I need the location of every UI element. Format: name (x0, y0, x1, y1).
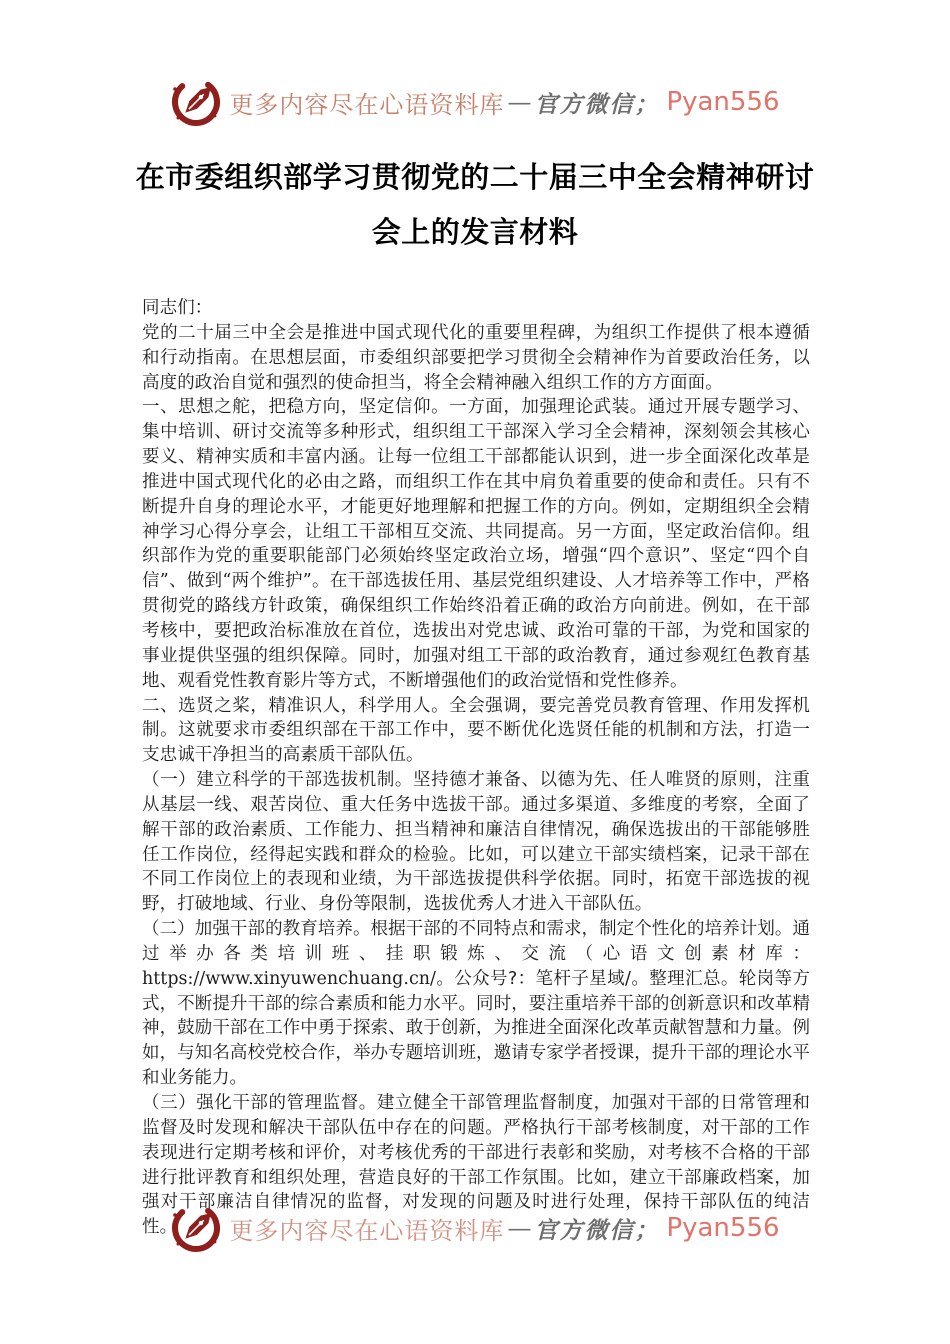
paragraph-section-2: 二、选贤之桨，精准识人，科学用人。全会强调，要完善党员教育管理、作用发挥机制。这就要求市委组织部在干部工作中，要不断优化选贤任能的机制和方法，打造一支忠诚干净担当的高素质干部队伍。 (142, 695, 810, 766)
paragraph-item-2 (142, 917, 810, 1091)
paragraph-intro: 党的二十届三中全会是推进中国式现代化的重要里程碑，为组织工作提供了根本遵循和行动指南。在思想层面，市委组织部要把学习贯彻全会精神作为首要政治任务，以高度的政治自觉和强烈的使命担当，将全会精神融入组织工作的方方面面。 (142, 322, 810, 393)
pen-nib-swirl-logo-icon (170, 76, 222, 128)
document-title (70, 150, 880, 260)
pen-nib-swirl-logo-icon (170, 1202, 222, 1254)
wechat-id: Pyan556 (666, 87, 780, 117)
watermark-brand-text: 更多内容尽在心语资料库 (229, 1216, 505, 1245)
wechat-id: Pyan556 (666, 1213, 780, 1243)
watermark-dash: — (507, 88, 532, 116)
paragraph-section-1: 一、思想之舵，把稳方向，坚定信仰。一方面，加强理论武装。通过开展专题学习、集中培训、研讨交流等多种形式，组织组工干部深入学习全会精神，深刻领会其核心要义、精神实质和丰富内涵。让每一位组工干部都能认识到，进一步全面深化改革是推进中国式现代化的必由之路，而组织工作在其中肩负着重要的使命和责任。只有不断提升自身的理论水平，才能更好地理解和把握工作的方向。例如，定期组织全会精神学习心得分享会，让组工干部相互交流、共同提高。另一方面，坚定政治信仰。组织部作为党的重要职能部门必须始终坚定政治立场，增强“四个意识”、坚定“四个自信”、做到“两个维护”。在干部选拔任用、基层党组织建设、人才培养等工作中，严格贯彻党的路线方针政策，确保组织工作始终沿着正确的政治方向前进。例如，在干部考核中，要把政治标准放在首位，选拔出对党忠诚、政治可靠的干部，为党和国家的事业提供坚强的组织保障。同时，加强对组工干部的政治教育，通过参观红色教育基地、观看党性教育影片等方式，不断增强他们的政治觉悟和党性修养。 (142, 397, 810, 691)
wechat-label: 官方微信； (534, 1216, 660, 1244)
paragraph-item-1: （一）建立科学的干部选拔机制。坚持德才兼备、以德为先、任人唯贤的原则，注重从基层一线、艰苦岗位、重大任务中选拔干部。通过多渠道、多维度的考察，全面了解干部的政治素质、工作能力、担当精神和廉洁自律情况，确保选拔出的干部能够胜任工作岗位，经得起实践和群众的检验。比如，可以建立干部实绩档案，记录干部在不同工作岗位上的表现和业绩，为干部选拔提供科学依据。同时，拓宽干部选拔的视野，打破地域、行业、身份等限制，选拔优秀人才进入干部队伍。 (142, 770, 810, 915)
salutation: 同志们： (142, 298, 213, 318)
watermark-dash: — (507, 1214, 532, 1242)
document-body (142, 296, 810, 1240)
wechat-label: 官方微信； (534, 90, 660, 118)
document-title-line-2: 会上的发言材料 (371, 215, 579, 249)
paragraph-item-3: （三）强化干部的管理监督。建立健全干部管理监督制度，加强对干部的日常管理和监督及时发现和解决干部队伍中存在的问题。严格执行干部考核制度，对干部的工作表现进行定期考核和评价，对考核优秀的干部进行表彰和奖励，对考核不合格的干部进行批评教育和组织处理，营造良好的干部工作氛围。比如，建立干部廉政档案，加强对干部廉洁自律情况的监督，对发现的问题及时进行处理，保持干部队伍的纯洁性。 (142, 1093, 810, 1238)
watermark-brand-text: 更多内容尽在心语资料库 (229, 90, 505, 119)
material-library-url-text: https://www.xinyuwenchuang.cn/ (142, 968, 436, 989)
document-title-line-1: 在市委组织部学习贯彻党的二十届三中全会精神研讨 (135, 160, 815, 194)
footer-watermark (0, 1202, 950, 1254)
header-watermark (0, 0, 950, 128)
paragraph-item-2-text-b: 。公众号?：笔杆子星域/。整理汇总。轮岗等方式，不断提升干部的综合素质和能力水平。同时，要注重培养干部的创新意识和改革精神，鼓励干部在工作中勇于探索、敢于创新，为推进全面深化改革贡献智慧和力量。例如，与知名高校党校合作，举办专题培训班，邀请专家学者授课，提升干部的理论水平和业务能力。 (142, 968, 810, 1089)
paragraph-item-2-text-a: （二）加强干部的教育培养。根据干部的不同特点和需求，制定个性化的培养计划。通过举办各类培训班、挂职锻炼、交流（心语文创素材库： (142, 919, 810, 964)
